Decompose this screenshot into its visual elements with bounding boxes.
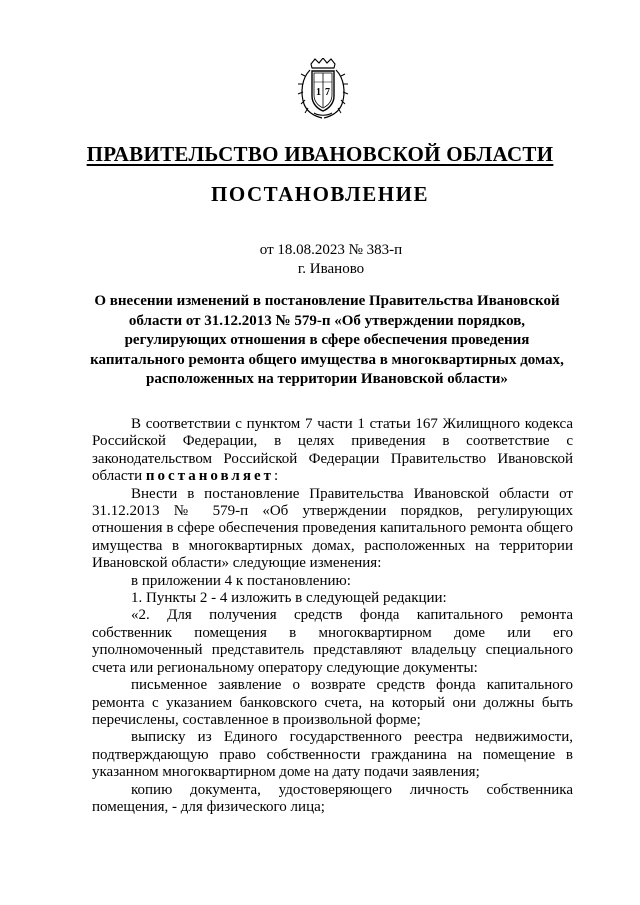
document-body: [92, 416, 573, 816]
organization-title: ПРАВИТЕЛЬСТВО ИВАНОВСКОЙ ОБЛАСТИ: [86, 142, 554, 166]
document-subject: О внесении изменений в постановление Правительства Ивановской области от 31.12.2013 № 579-п «Об утверждении порядков, регулирующих отношения в сфере обеспечения проведения капитального ремонта общего имущества в многоквартирных домах, расположенных на территории Ивановской области»: [90, 293, 564, 388]
body-paragraph-2: Внести в постановление Правительства Ивановской области от 31.12.2013 № 579-п «Об утверждении порядков, регулирующих отношения в сфере обеспечения проведения капитального ремонта общего имущества в многоквартирных домах, расположенных на территории Ивановской области» следующие изменения:: [92, 485, 573, 572]
body-paragraph-4: 1. Пункты 2 - 4 изложить в следующей редакции:: [131, 590, 447, 607]
document-date-number: от 18.08.2023 № 383-п: [259, 242, 403, 258]
document-type-heading: ПОСТАНОВЛЕНИЕ: [211, 182, 429, 206]
body-paragraph-1: [92, 416, 573, 486]
decree-word: постановляет: [145, 468, 274, 485]
coat-of-arms-icon: [296, 58, 350, 120]
body-paragraph-5: «2. Для получения средств фонда капитального ремонта собственник помещения в многоквартирном доме или его уполномоченный представитель представляют владельцу специального счета или региональному оператору следующие документы:: [92, 607, 573, 676]
body-paragraph-8: копию документа, удостоверяющего личность собственника помещения, - для физического лица;: [92, 781, 573, 815]
paragraph-1-text: В соответствии с пунктом 7 части 1 статьи 167 Жилищного кодекса Российской Федерации, в целях приведения в соответствие с законодательством Российской Федерации Правительство Ивановской области: [92, 416, 573, 485]
body-paragraph-7: выписку из Единого государственного реестра недвижимости, подтверждающую право собственности гражданина на помещение в указанном многоквартирном доме на дату подачи заявления;: [92, 729, 573, 781]
emblem-digit-right: 7: [325, 87, 330, 98]
body-paragraph-3: в приложении 4 к постановлению:: [131, 572, 351, 589]
emblem-digit-left: 1: [316, 87, 321, 98]
body-paragraph-6: письменное заявление о возврате средств фонда капитального ремонта с указанием банковского счета, на который они должны быть перечислены, составленное в произвольной форме;: [92, 677, 573, 728]
document-city: г. Иваново: [297, 261, 365, 277]
paragraph-1-end: :: [274, 468, 279, 485]
